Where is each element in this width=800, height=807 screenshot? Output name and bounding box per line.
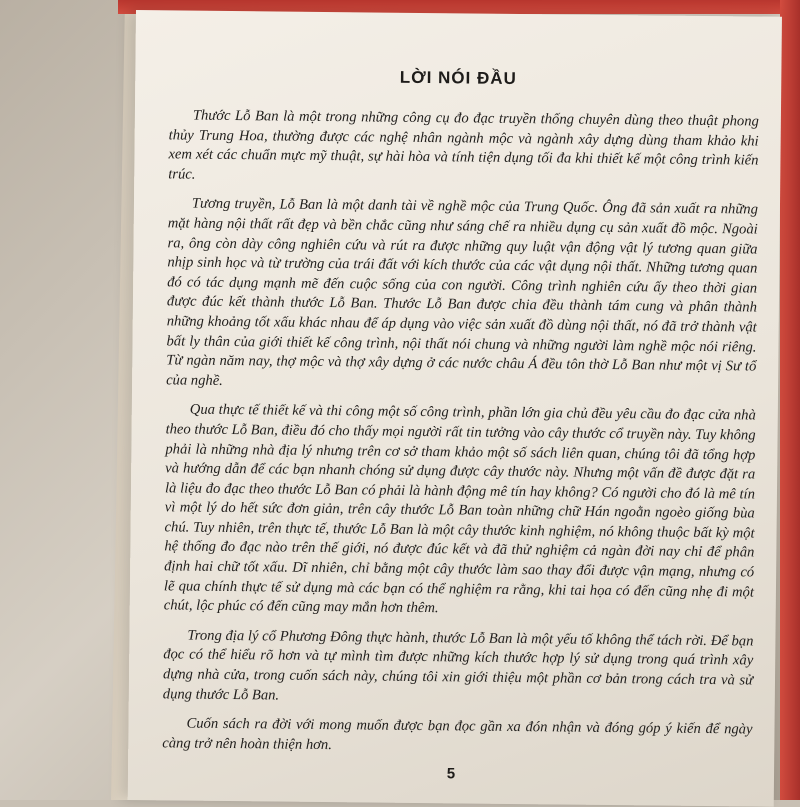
page-number: 5 [446,765,456,783]
book-cover-right [780,0,800,800]
paragraph: Tương truyền, Lỗ Ban là một danh tài về nghề mộc của Trung Quốc. Ông đã sản xuất ra những mặt hàng nội thất rất đẹp và bền chắc cũng như sáng chế ra nhiều dụng cụ sản xuất đồ mộc. Ngoài ra, ông còn dày công nghiên cứu và rút ra được những quy luật vận động vật lý tương quan giữa nhịp sinh học và từ trường của trái đất với kích thước của các vật dụng nội thất. Những tương quan đó có tác dụng mạnh mẽ đến cuộc sống của con người. Công trình nghiên cứu ấy theo thời gian được đúc kết thành thước Lỗ Ban. Thước Lỗ Ban được chia đều thành tám cung và phân thành những khoảng tốt xấu khác nhau để áp dụng vào việc sản xuất đồ dùng nội thất, nó đã trở thành vật bất ly thân của giới thiết kế công trình, nội thất nói chung và những người làm nghề mộc nói riêng. Từ ngàn năm nay, thợ mộc và thợ xây dựng ở các nước châu Á đều tôn thờ Lỗ Ban như một vị Sư tổ của nghề. [166,195,759,389]
page-title: LỜI NÓI ĐẦU [399,67,517,88]
paragraph: Trong địa lý cổ Phương Đông thực hành, thước Lỗ Ban là một yếu tố không thể tách rời. Để bạn đọc có thể hiểu rõ hơn và tự mình tìm được những kích thước hợp lý sử dụng trong quá trình xây dựng nhà cửa, trong cuốn sách này, chúng tôi xin giới thiệu một phần cơ bản trong cách tra và sử dụng thước Lỗ Ban. [162,627,754,704]
paragraph: Cuốn sách ra đời với mong muốn được bạn đọc gần xa đón nhận và đóng góp ý kiến để ngày càng trở nên hoàn thiện hơn. [162,715,753,753]
paragraph: Qua thực tế thiết kế và thi công một số công trình, phần lớn gia chủ đều yêu cầu đo đạc cửa nhà theo thước Lỗ Ban, điều đó cho thấy mọi người rất tin tưởng vào cây thước cổ truyền này. Tuy không phải là những nhà địa lý nhưng trên cơ sở tham khảo một số sách liên quan, chúng tôi đã tổng hợp và hướng dẫn để các bạn nhanh chóng sử dụng được cây thước này. Nhưng một vấn đề được đặt ra là liệu đo đạc theo thước Lỗ Ban có phải là hành động mê tín hay không? Có người cho đó là mê tín vì một lý do hết sức đơn giản, trên cây thước Lỗ Ban toàn những chữ Hán ngoằn ngoèo giống bùa chú. Tuy nhiên, trên thực tế, thước Lỗ Ban là một cây thước kinh nghiệm, nó không thuộc bất kỳ một hệ thống đo đạc nào trên thế giới, nó được đúc kết và đã thử nghiệm cả ngàn đời nay chỉ để phân định hai chữ tốt xấu. Dĩ nhiên, chỉ bằng một cây thước làm sao thay đổi được vận mạng, nhưng có lẽ qua chính thực tế sử dụng mà các bạn có thể nghiệm ra rằng, khi tai họa có đến cũng nhẹ đi một chút, lộc phúc có đến cũng may mắn hơn thêm. [163,401,756,617]
paragraph: Thước Lỗ Ban là một trong những công cụ đo đạc truyền thống chuyên dùng theo thuật phong thủy Trung Hoa, thường được các nghệ nhân ngành mộc và ngành xây dựng dùng tham khảo khi xem xét các chuẩn mực mỹ thuật, sự hài hòa và tính tiện dụng tối đa khi thiết kế một công trình kiến trúc. [168,107,759,183]
book-page [128,10,782,807]
page-body [162,106,759,770]
